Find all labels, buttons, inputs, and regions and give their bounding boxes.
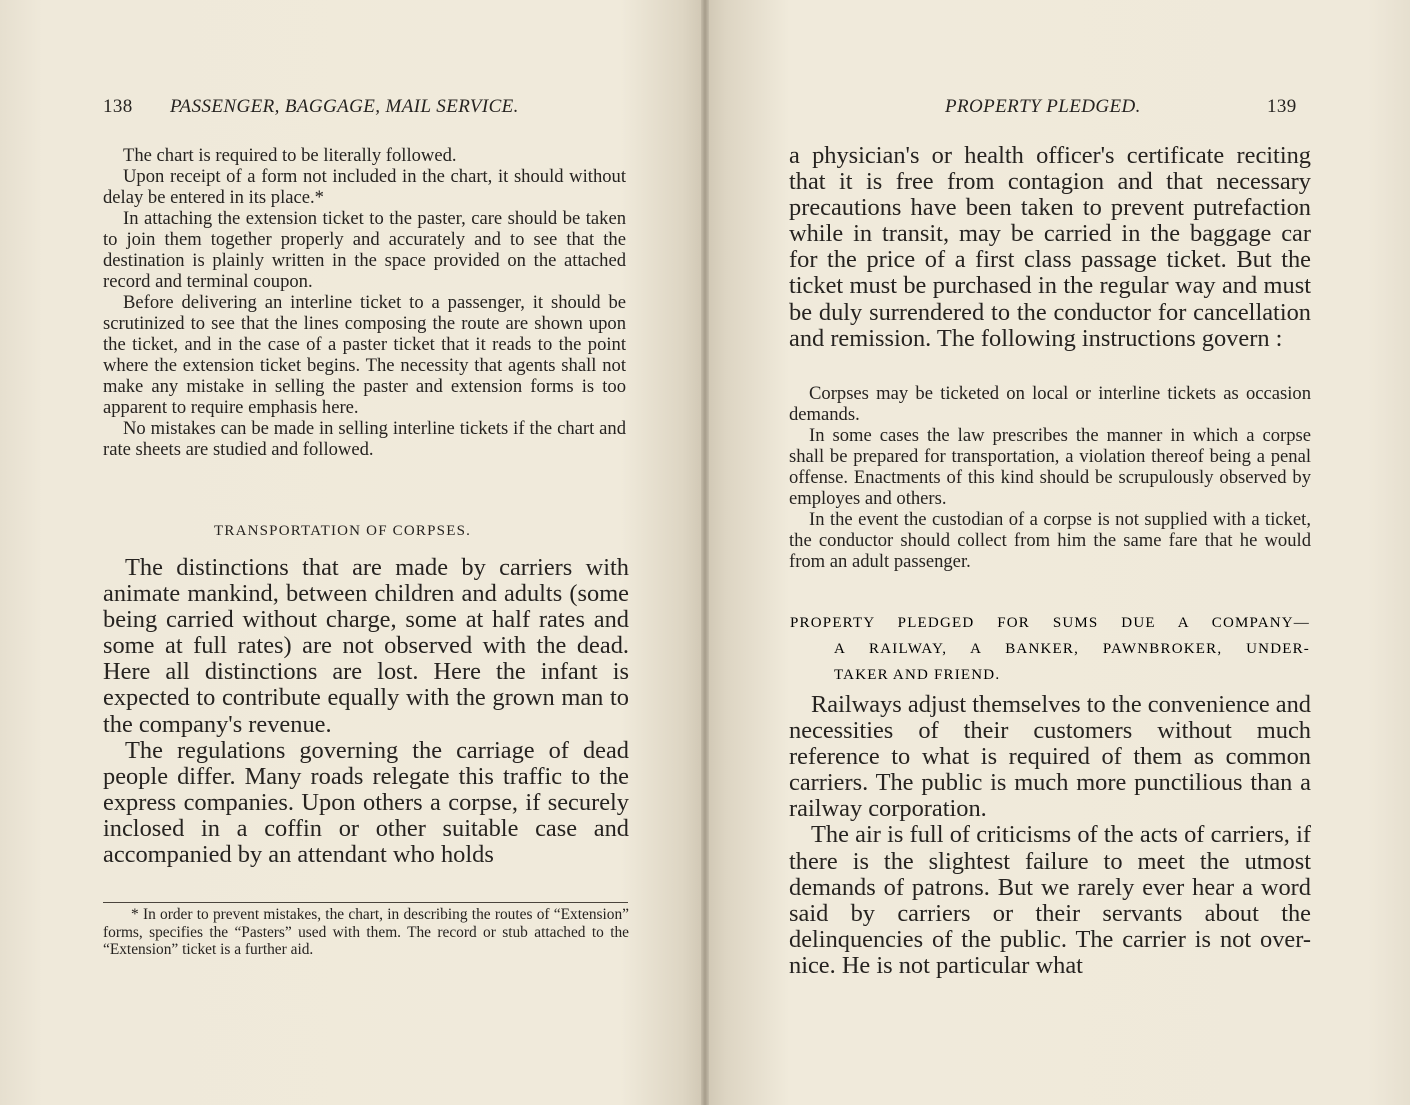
paragraph: The air is full of criticisms of the acts of carriers, if there is the slightest failure to meet the utmost demands of patrons. But we rarely ever hear a word said by carriers or their servants about the delinquencies of the public. The carrier is not over-nice. He is not particular what (789, 821, 1311, 979)
paragraph: Upon receipt of a form not included in the chart, it should without delay be entered in its place.* (103, 166, 626, 208)
right-page-number: 139 (1267, 96, 1297, 117)
paragraph: The regulations governing the carriage of dead people differ. Many roads relegate this traffic to the express companies. Upon others a corpse, if securely inclosed in a coffin or other suitable case and accompanied by an attendant who holds (103, 736, 629, 869)
left-small-text-block (103, 145, 626, 460)
paragraph: The chart is required to be literally followed. (123, 145, 457, 166)
paragraph: Corpses may be ticketed on local or interline tickets as occasion demands. (789, 383, 1311, 425)
section-heading-property-pledged (790, 610, 1310, 688)
right-large-text-bottom (789, 692, 1311, 979)
footnote-divider (103, 902, 628, 903)
right-running-title: PROPERTY PLEDGED. (945, 96, 1141, 117)
paragraph: In some cases the law prescribes the manner in which a corpse shall be prepared for transportation, a violation thereof being a penal offense. Enactments of this kind should be scrupulously observed by employes and others. (789, 425, 1311, 509)
paragraph: No mistakes can be made in selling interline tickets if the chart and rate sheets are studied and followed. (103, 418, 626, 460)
paragraph: a physician's or health officer's certificate reciting that it is free from contagion and that necessary precautions have been taken to prevent putrefaction while in transit, may be carried in the baggage car for the price of a first class passage ticket. But the ticket must be purchased in the regular way and must be duly surrendered to the conductor for cancellation and remission. The following instructions govern : (789, 142, 1311, 352)
paragraph: In the event the custodian of a corpse is not supplied with a ticket, the conductor should collect from him the same fare that he would from an adult passenger. (789, 509, 1311, 572)
left-running-title: PASSENGER, BAGGAGE, MAIL SERVICE. (170, 96, 519, 117)
paragraph: Railways adjust themselves to the convenience and necessities of their customers without much reference to what is required of them as common carriers. The public is much more punctilious than a railway corporation. (789, 691, 1311, 823)
heading-line: PROPERTY PLEDGED FOR SUMS DUE A COMPANY— (790, 615, 1310, 631)
paragraph: In attaching the extension ticket to the paster, care should be taken to join them together properly and accurately and to see that the destination is plainly written in the space provided on the attached record and terminal coupon. (103, 208, 626, 292)
book-gutter (701, 0, 709, 1105)
paragraph: Before delivering an interline ticket to a passenger, it should be scrutinized to see that the lines composing the route are shown upon the ticket, and in the case of a paster ticket that it reads to the point where the extension ticket begins. The necessity that agents shall not make any mistake in selling the paster and extension forms is too apparent to require emphasis here. (103, 292, 626, 418)
footnote-text: * In order to prevent mistakes, the chart, in describing the routes of “Extension” forms, specifies the “Pasters” used with them. The record or stub attached to the “Extension” ticket is a further aid. (103, 906, 629, 958)
footnote (103, 906, 629, 959)
heading-line: A RAILWAY, A BANKER, PAWNBROKER, UNDER- (834, 641, 1310, 657)
paragraph: The distinctions that are made by carriers with animate mankind, between children and adults (some being carried without charge, some at half rates and some at full rates) are not observed with the dead. Here all distinctions are lost. Here the infant is expected to contribute equally with the grown man to the company's revenue. (103, 554, 629, 738)
heading-line: TAKER AND FRIEND. (834, 667, 1001, 683)
left-page-number: 138 (103, 96, 133, 117)
section-heading-corpses: TRANSPORTATION OF CORPSES. (214, 523, 472, 539)
left-large-text-block (103, 555, 629, 868)
right-small-text-block (789, 383, 1311, 572)
right-large-text-top (789, 143, 1311, 352)
